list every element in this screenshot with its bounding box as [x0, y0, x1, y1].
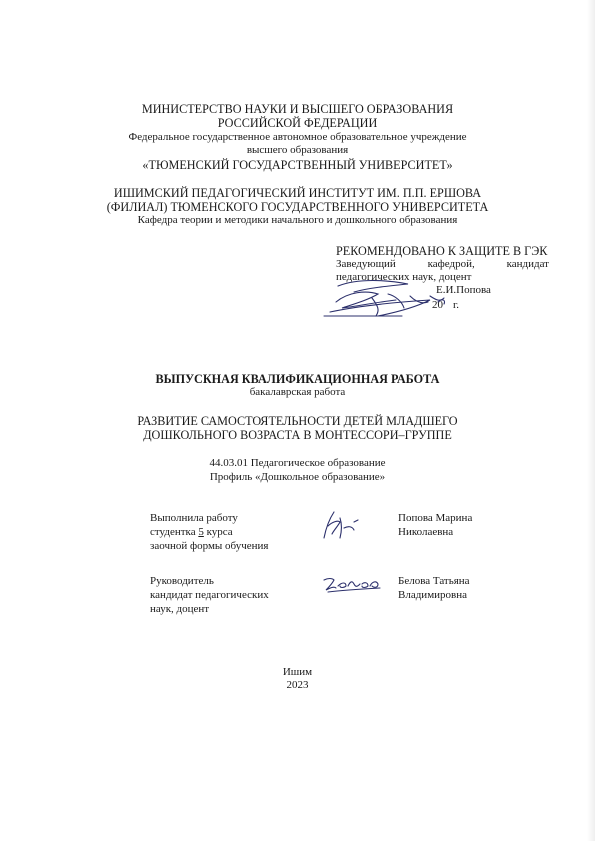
approval-role-word: кафедрой, — [427, 258, 475, 270]
supervisor-name-line1: Белова Татьяна — [398, 575, 470, 587]
head-signature — [318, 272, 468, 322]
supervisor-label-line2: кандидат педагогических — [150, 589, 269, 601]
author-label-line2: студентка 5 курса — [150, 526, 233, 538]
work-subtype: бакалаврская работа — [249, 386, 346, 398]
author-name-line1: Попова Марина — [398, 512, 473, 524]
federal-line2: высшего образования — [246, 144, 349, 156]
author-label-line3: заочной формы обучения — [150, 540, 269, 552]
author-course: 5 — [198, 526, 204, 538]
approval-degree: педагогических наук, доцент — [336, 271, 472, 283]
approval-title: РЕКОМЕНДОВАНО К ЗАЩИТЕ В ГЭК — [336, 244, 548, 258]
topic-line1: РАЗВИТИЕ САМОСТОЯТЕЛЬНОСТИ ДЕТЕЙ МЛАДШЕГО — [137, 414, 458, 428]
approval-role — [336, 258, 549, 271]
ministry-line2: РОССИЙСКОЙ ФЕДЕРАЦИИ — [217, 116, 378, 130]
ministry-line1: МИНИСТЕРСТВО НАУКИ И ВЫСШЕГО ОБРАЗОВАНИЯ — [141, 102, 454, 116]
supervisor-label-line3: наук, доцент — [150, 603, 210, 615]
work-type: ВЫПУСКНАЯ КВАЛИФИКАЦИОННАЯ РАБОТА — [155, 372, 440, 386]
supervisor-signature — [320, 572, 384, 598]
footer-city: Ишим — [282, 666, 313, 678]
author-label-line1: Выполнила работу — [150, 512, 238, 524]
topic-line2: ДОШКОЛЬНОГО ВОЗРАСТА В МОНТЕССОРИ–ГРУППЕ — [143, 428, 452, 442]
footer-year: 2023 — [286, 679, 309, 691]
author-name-line2: Николаевна — [398, 526, 454, 538]
specialty-code: 44.03.01 Педагогическое образование — [209, 457, 386, 469]
approval-role-word: кандидат — [506, 258, 549, 270]
approval-date-prefix: 20 — [432, 299, 443, 311]
approval-role-word: Заведующий — [336, 258, 396, 270]
approval-date-suffix: г. — [453, 299, 460, 311]
author-signature — [318, 508, 364, 544]
supervisor-label-line1: Руководитель — [150, 575, 214, 587]
institute-line1: ИШИМСКИЙ ПЕДАГОГИЧЕСКИЙ ИНСТИТУТ ИМ. П.П. ЕРШОВА — [113, 186, 482, 200]
university-name: «ТЮМЕНСКИЙ ГОСУДАРСТВЕННЫЙ УНИВЕРСИТЕТ» — [142, 158, 453, 172]
institute-line2: (ФИЛИАЛ) ТЮМЕНСКОГО ГОСУДАРСТВЕННОГО УНИВЕРСИТЕТА — [106, 200, 489, 214]
specialty-profile: Профиль «Дошкольное образование» — [209, 471, 386, 483]
department-name: Кафедра теории и методики начального и дошкольного образования — [137, 214, 458, 226]
federal-line1: Федеральное государственное автономное образовательное учреждение — [128, 131, 467, 143]
scan-edge-shadow — [587, 0, 595, 841]
supervisor-name-line2: Владимировна — [398, 589, 468, 601]
approval-name: Е.И.Попова — [436, 284, 491, 296]
